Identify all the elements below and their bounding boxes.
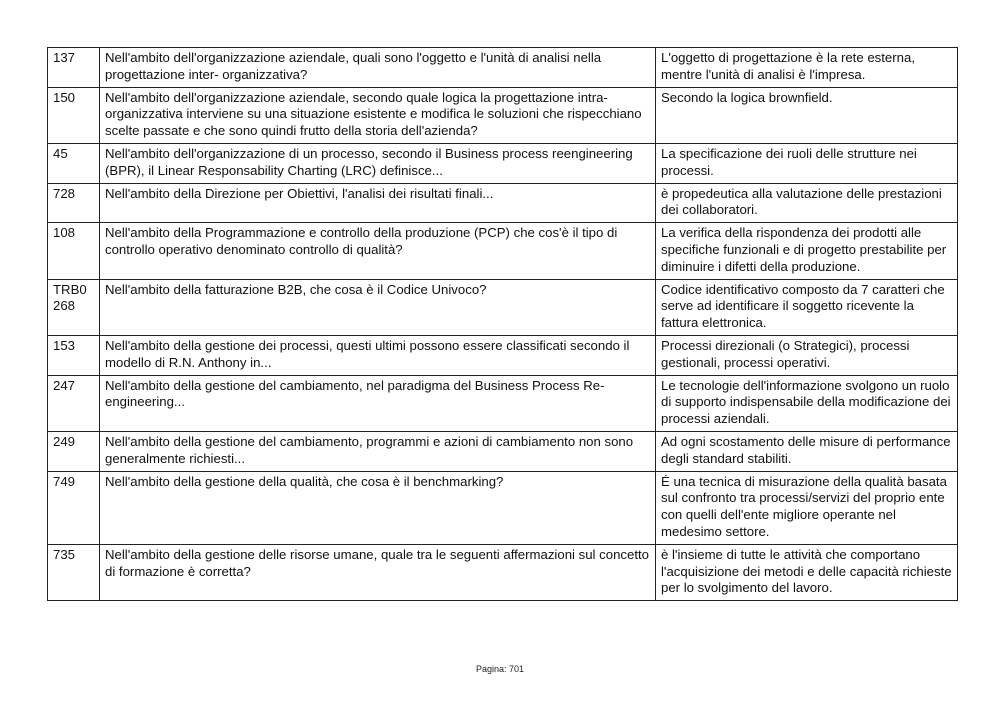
row-question: Nell'ambito della Programmazione e controllo della produzione (PCP) che cos'è il tipo di controllo operativo denominato controllo di qualità? xyxy=(100,223,656,279)
row-answer: La specificazione dei ruoli delle strutture nei processi. xyxy=(656,143,958,183)
row-id: 150 xyxy=(48,87,100,143)
table-row xyxy=(48,183,958,223)
row-answer: La verifica della rispondenza dei prodotti alle specifiche funzionali e di progetto prestabilite per diminuire i difetti della produzione. xyxy=(656,223,958,279)
row-id: 749 xyxy=(48,471,100,544)
row-answer: Le tecnologie dell'informazione svolgono un ruolo di supporto indispensabile della modificazione dei processi aziendali. xyxy=(656,375,958,431)
row-question: Nell'ambito della gestione del cambiamento, nel paradigma del Business Process Re-engineering... xyxy=(100,375,656,431)
row-id: 247 xyxy=(48,375,100,431)
row-question: Nell'ambito dell'organizzazione di un processo, secondo il Business process reengineering (BPR), il Linear Responsability Charting (LRC) definisce... xyxy=(100,143,656,183)
row-id: 108 xyxy=(48,223,100,279)
qa-table-body xyxy=(48,48,958,601)
table-row xyxy=(48,431,958,471)
table-row xyxy=(48,143,958,183)
row-answer: è propedeutica alla valutazione delle prestazioni dei collaboratori. xyxy=(656,183,958,223)
row-answer: É una tecnica di misurazione della qualità basata sul confronto tra processi/servizi del proprio ente con quelli dell'ente migliore operante nel medesimo settore. xyxy=(656,471,958,544)
row-id: 735 xyxy=(48,544,100,600)
row-answer: Codice identificativo composto da 7 caratteri che serve ad identificare il soggetto ricevente la fattura elettronica. xyxy=(656,279,958,335)
table-row xyxy=(48,87,958,143)
row-question: Nell'ambito della fatturazione B2B, che cosa è il Codice Univoco? xyxy=(100,279,656,335)
row-question: Nell'ambito della gestione dei processi, questi ultimi possono essere classificati secondo il modello di R.N. Anthony in... xyxy=(100,335,656,375)
table-row xyxy=(48,279,958,335)
row-id: 153 xyxy=(48,335,100,375)
row-answer: L'oggetto di progettazione è la rete esterna, mentre l'unità di analisi è l'impresa. xyxy=(656,48,958,88)
row-question: Nell'ambito della Direzione per Obiettivi, l'analisi dei risultati finali... xyxy=(100,183,656,223)
row-id: 728 xyxy=(48,183,100,223)
table-row xyxy=(48,544,958,600)
row-id: 249 xyxy=(48,431,100,471)
qa-table xyxy=(47,47,958,601)
table-row xyxy=(48,223,958,279)
row-id: TRB0268 xyxy=(48,279,100,335)
page-number-footer: Pagina: 701 xyxy=(475,664,525,674)
table-row xyxy=(48,48,958,88)
table-row xyxy=(48,471,958,544)
row-question: Nell'ambito dell'organizzazione aziendale, secondo quale logica la progettazione intra-organizzativa interviene su una situazione esistente e modifica le soluzioni che rispecchiano scelte passate e che sono quindi frutto della storia dell'azienda? xyxy=(100,87,656,143)
row-id: 137 xyxy=(48,48,100,88)
row-answer: Ad ogni scostamento delle misure di performance degli standard stabiliti. xyxy=(656,431,958,471)
row-question: Nell'ambito della gestione della qualità, che cosa è il benchmarking? xyxy=(100,471,656,544)
row-answer: Secondo la logica brownfield. xyxy=(656,87,958,143)
row-question: Nell'ambito della gestione del cambiamento, programmi e azioni di cambiamento non sono generalmente richiesti... xyxy=(100,431,656,471)
row-answer: è l'insieme di tutte le attività che comportano l'acquisizione dei metodi e delle capacità richieste per lo svolgimento del lavoro. xyxy=(656,544,958,600)
table-row xyxy=(48,375,958,431)
row-question: Nell'ambito dell'organizzazione aziendale, quali sono l'oggetto e l'unità di analisi nella progettazione inter- organizzativa? xyxy=(100,48,656,88)
row-answer: Processi direzionali (o Strategici), processi gestionali, processi operativi. xyxy=(656,335,958,375)
row-id: 45 xyxy=(48,143,100,183)
row-question: Nell'ambito della gestione delle risorse umane, quale tra le seguenti affermazioni sul concetto di formazione è corretta? xyxy=(100,544,656,600)
table-row xyxy=(48,335,958,375)
